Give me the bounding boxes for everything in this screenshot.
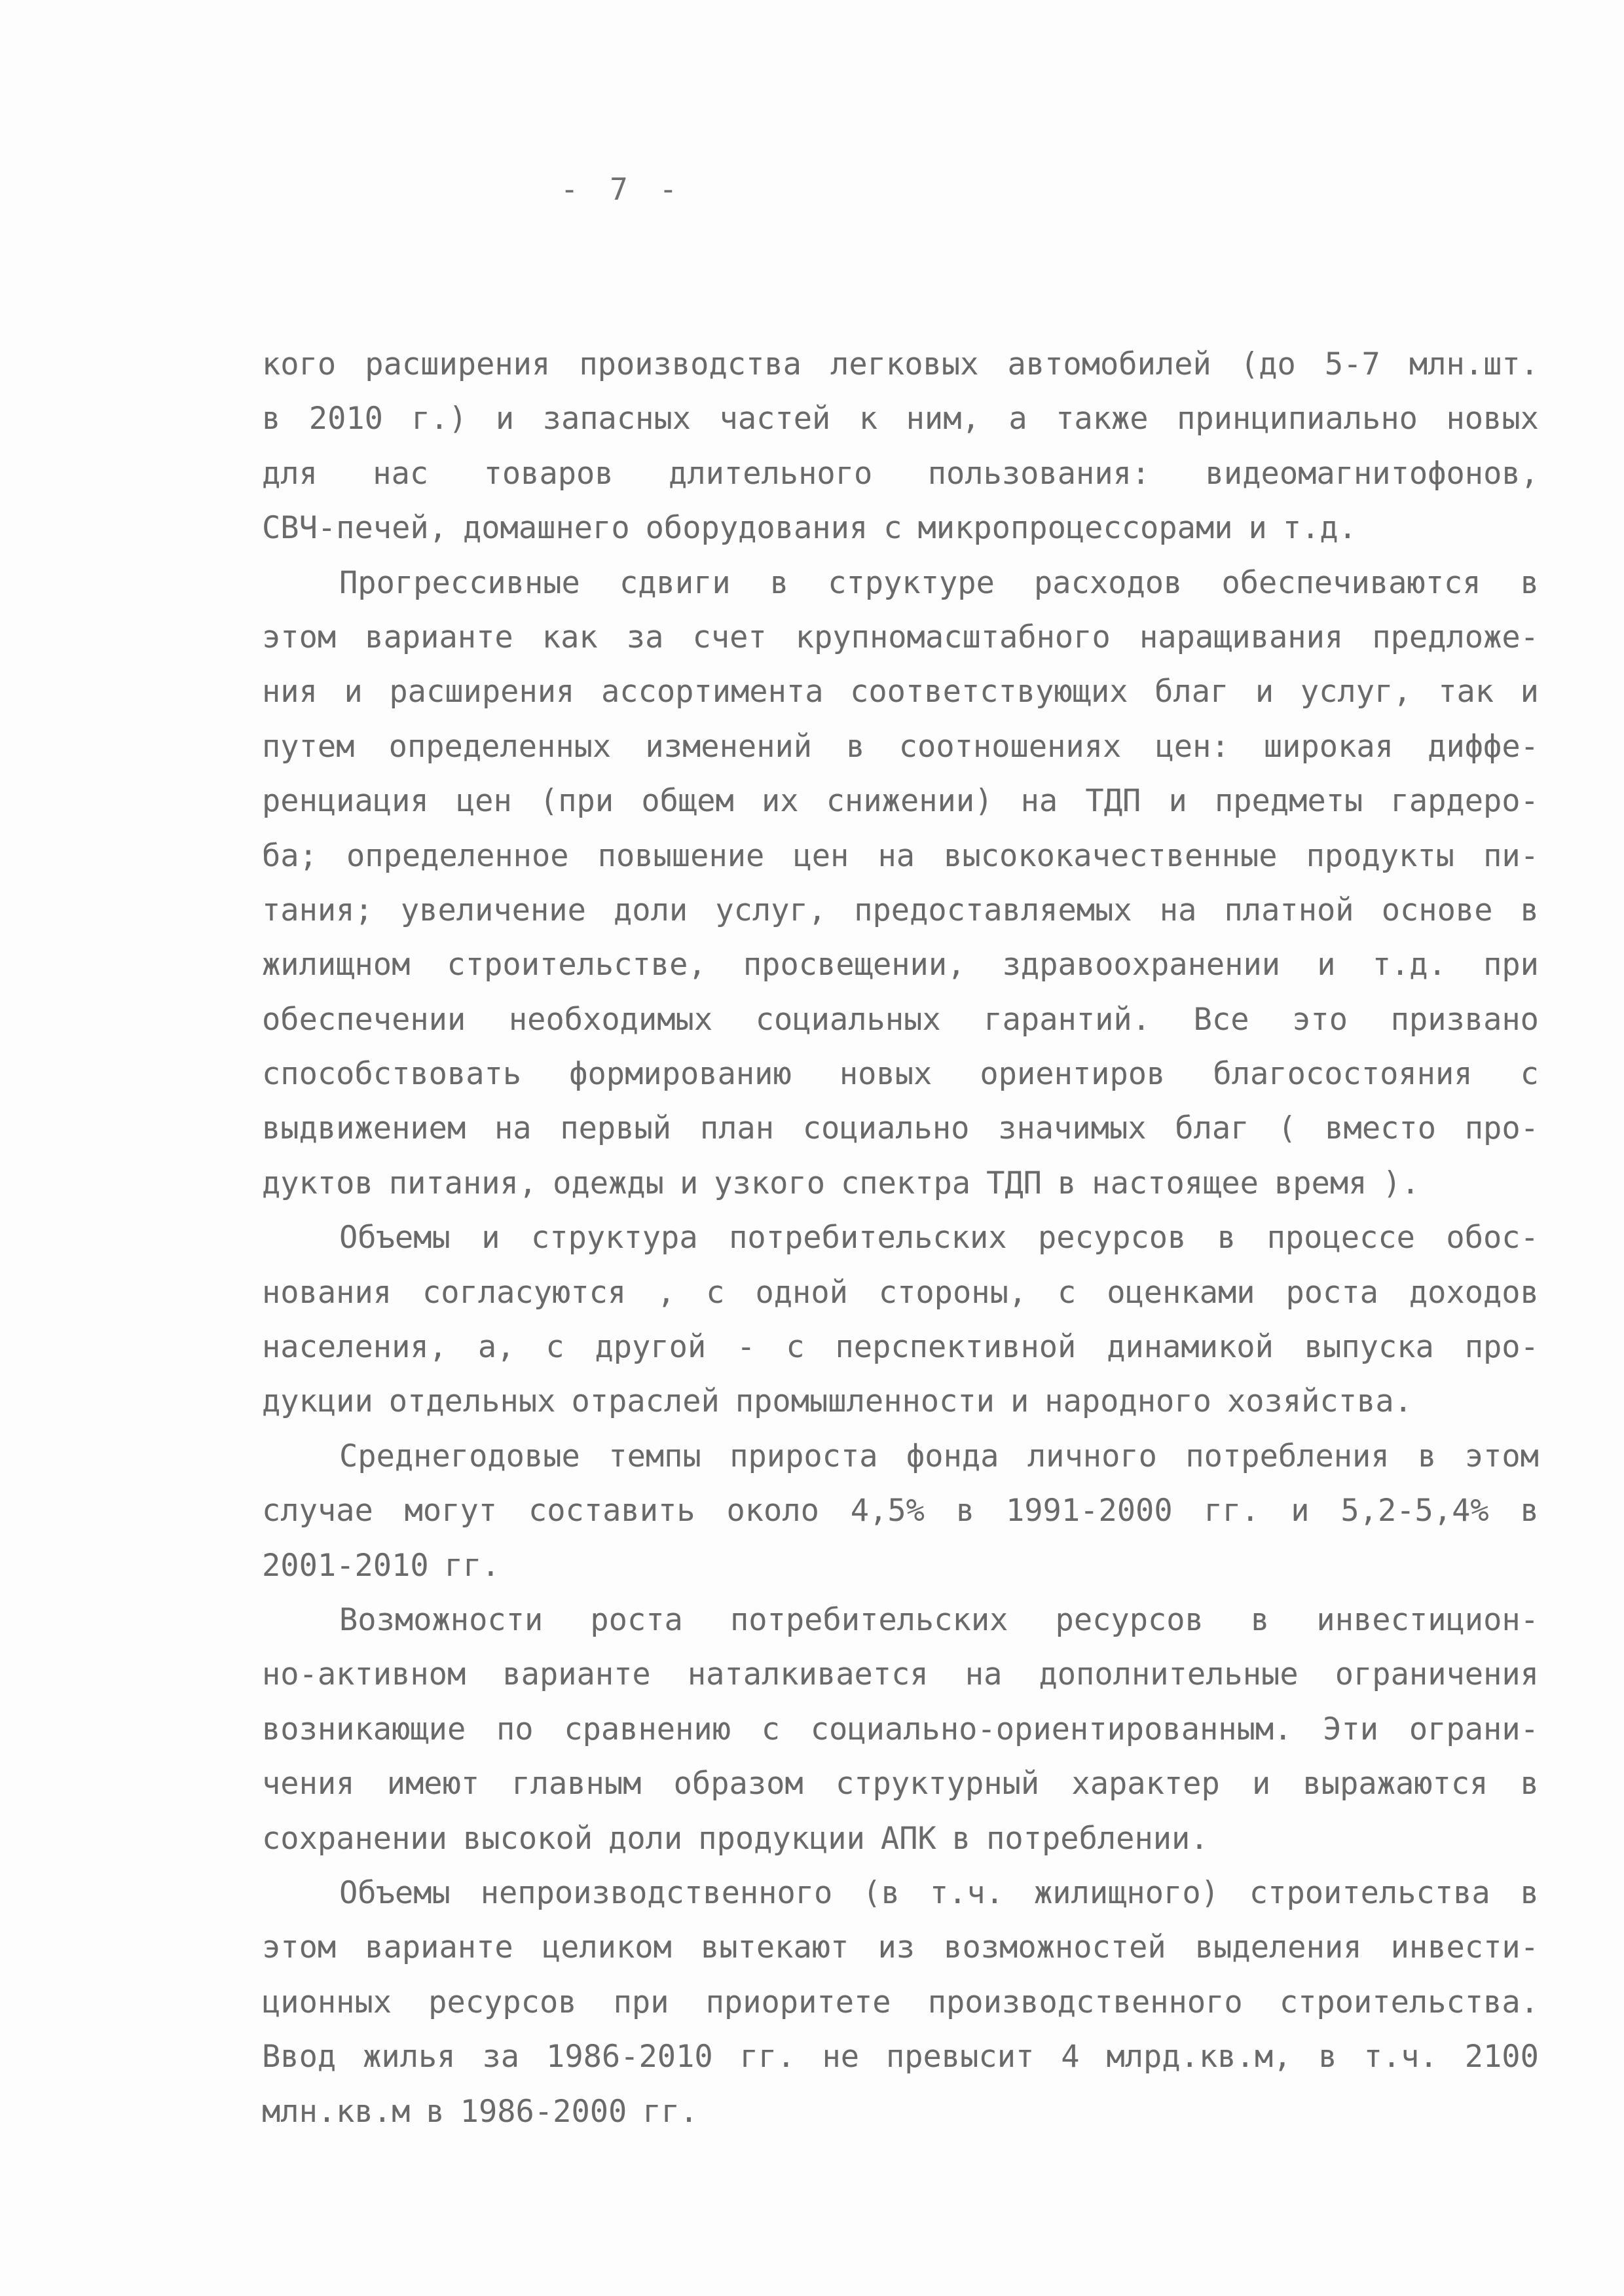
word: ). [1382,1165,1420,1201]
word: ( [1278,1110,1297,1147]
word: варианте [365,619,513,655]
word: ресурсов [428,1984,577,2020]
text-line [262,1757,1539,1811]
word: целиком [542,1929,672,1966]
word: также [1056,401,1149,437]
word: жилищном [262,947,411,983]
word: согласуются [422,1274,627,1311]
word: в [262,401,281,437]
word: потребительских [729,1601,1008,1638]
text-line [262,1647,1539,1702]
text-line [262,392,1539,446]
word: АПК [880,1820,936,1857]
word: с [1520,1056,1539,1093]
word: гг. [1204,1493,1260,1529]
word: счет [692,619,767,655]
word: соотношениях [898,728,1122,765]
word: дуктов [262,1165,373,1201]
word: на [877,837,915,874]
word: определенное [346,837,569,874]
word: в [955,1493,975,1529]
word: с [883,510,902,547]
word: дополнительные [1039,1656,1299,1693]
word: новых [1446,401,1539,437]
word: т.д. [1282,510,1357,547]
word: населения, [262,1329,447,1366]
word: Эти [1323,1711,1379,1747]
text-line [262,883,1539,938]
word: на [1020,783,1058,820]
word: гг. [444,1547,500,1584]
word: крупномасштабного [795,619,1111,655]
word: диффе- [1428,728,1539,765]
text-line [262,829,1539,883]
word: в [1057,1165,1077,1201]
word: Ввод [262,2039,337,2075]
word: но-активном [262,1656,466,1693]
word: отдельных [388,1383,556,1420]
word: про- [1464,1110,1539,1147]
text-line [262,501,1539,555]
word: составить [528,1493,695,1529]
word: доли [608,1820,683,1857]
text-line [262,446,1539,501]
word: расширения [365,346,551,382]
word: время [1274,1165,1367,1201]
word: с [545,1329,564,1366]
word: народного [1044,1383,1211,1420]
word: снижении) [826,783,993,820]
text-line [262,1539,1539,1593]
word: кого [262,346,337,382]
word: цен: [1155,728,1230,765]
word: и [1010,1383,1029,1420]
word: одной [755,1274,848,1311]
word: изменений [645,728,813,765]
word: а [1008,401,1027,437]
word: и [1317,947,1336,983]
word: Прогрессивные [339,564,580,601]
word: платной [1224,892,1354,928]
word: ТДП [1085,783,1141,820]
word: не [822,2039,860,2075]
word: гг. [739,2039,796,2075]
word: роста [1285,1274,1378,1311]
word: и [1168,783,1187,820]
word: пользования: [927,455,1151,492]
body-text [262,337,1539,2139]
word: случае [262,1493,373,1529]
text-line [262,1866,1539,1920]
word: расширения [389,674,575,710]
word: хозяйства. [1227,1383,1412,1420]
word: и [1291,1493,1310,1529]
word: темпы [608,1438,701,1474]
word: социально [802,1110,970,1147]
word: обеспечении [262,1001,466,1038]
word: этом [1464,1438,1539,1474]
word: 1986-2010 [546,2039,713,2075]
word: т.ч. [929,1874,1005,1911]
word: настоящее [1092,1165,1259,1201]
word: продукции [698,1820,865,1857]
word: личного [1027,1438,1157,1474]
word: ограничения [1335,1656,1539,1693]
word: 5,2-5,4% [1340,1493,1489,1529]
word: пи- [1483,837,1539,874]
word: в [1318,2039,1337,2075]
word: , [657,1274,676,1311]
word: доходов [1409,1274,1539,1311]
word: (при [539,783,614,820]
text-line [262,1101,1539,1156]
word: призвано [1390,1001,1539,1038]
word: г.) [411,401,468,437]
word: в [1520,892,1539,928]
word: нас [373,455,429,492]
word: 2100 [1464,2039,1539,2075]
text-line [262,1047,1539,1101]
word: варианте [365,1929,513,1966]
text-line [262,720,1539,774]
word: оборудования [645,510,868,547]
text-line [262,1266,1539,1320]
word: структура [530,1220,698,1256]
text-line [262,2030,1539,2084]
word: в [426,2093,445,2130]
word: строительства [1249,1874,1490,1911]
word: по [496,1711,534,1747]
word: гардеро- [1390,783,1539,820]
word: главным [511,1766,642,1802]
word: в [1217,1220,1236,1256]
word: легковых [830,346,979,382]
word: при [613,1984,669,2020]
word: в [1520,1493,1539,1529]
word: возникающие [262,1711,466,1747]
word: потребления [1185,1438,1390,1474]
word: значимых [998,1110,1147,1147]
word: и [679,1165,699,1201]
word: с [786,1329,805,1366]
word: питания, [388,1165,538,1201]
word: стороны, [878,1274,1027,1311]
text-line [262,1975,1539,2030]
word: млн.шт. [1409,346,1539,382]
word: гг. [642,2093,699,2130]
text-line [262,1374,1539,1429]
text-line [262,993,1539,1047]
word: производственного [927,1984,1243,2020]
word: соответствующих [850,674,1128,710]
word: СВЧ-печей, [262,510,447,547]
word: автомобилей [1007,346,1211,382]
word: спектра [841,1165,971,1201]
word: могут [404,1493,498,1529]
word: и [481,1220,500,1256]
word: запасных [542,401,692,437]
word: доли [614,892,688,928]
word: социально-ориентированным. [810,1711,1293,1747]
word: просвещении, [743,947,966,983]
word: увеличение [400,892,586,928]
word: высококачественные [944,837,1278,874]
page-number: - 7 - [560,172,684,207]
word: план [699,1110,775,1147]
word: в [1251,1601,1270,1638]
word: предложе- [1372,619,1539,655]
word: характер [1071,1766,1220,1802]
word: услуг, [715,892,827,928]
word: ассортимента [600,674,824,710]
word: выпуска [1304,1329,1434,1366]
word: млрд.кв.м, [1106,2039,1292,2075]
word: непроизводственного [480,1874,833,1911]
word: ограни- [1409,1711,1539,1747]
text-line [262,2085,1539,2139]
word: (в [862,1874,900,1911]
word: социальных [755,1001,941,1038]
word: наращивания [1139,619,1344,655]
word: повышение [597,837,765,874]
word: ресурсов [1055,1601,1204,1638]
word: структуре [828,564,995,601]
word: инвести- [1390,1929,1539,1966]
word: длительного [669,455,873,492]
word: и [1255,674,1274,710]
word: этом [262,1929,337,1966]
word: 4 [1061,2039,1080,2075]
text-line [262,556,1539,610]
word: сдвиги [619,564,731,601]
word: ба; [262,837,318,874]
word: путем [262,728,355,765]
word: роста [590,1601,683,1638]
word: ним, [906,401,980,437]
word: про- [1464,1329,1539,1366]
word: в [1520,1874,1539,1911]
word: в [951,1820,971,1857]
word: около [726,1493,819,1529]
word: Объемы [339,1874,451,1911]
word: домашнего [462,510,630,547]
word: строительстве, [447,947,707,983]
word: и [1251,1766,1271,1802]
word: на [1159,892,1197,928]
text-line [262,1812,1539,1866]
word: фонда [906,1438,999,1474]
word: как [542,619,598,655]
word: потреблении. [986,1820,1209,1857]
word: товаров [483,455,614,492]
word: цен [793,837,849,874]
word: процессе [1266,1220,1415,1256]
text-line [262,938,1539,992]
word: расходов [1033,564,1183,601]
word: в [769,564,789,601]
word: цен [456,783,512,820]
word: выдвижением [262,1110,466,1147]
word: прироста [729,1438,878,1474]
word: - [737,1329,756,1366]
word: т.ч. [1363,2039,1438,2075]
word: отраслей [571,1383,720,1420]
word: так [1438,674,1494,710]
word: в [1418,1438,1437,1474]
word: предметы [1214,783,1363,820]
word: жилья [363,2039,456,2075]
word: к [858,401,878,437]
word: при [1483,947,1539,983]
word: узкого [714,1165,826,1201]
word: тания; [262,892,373,928]
word: благосостояния [1213,1056,1473,1093]
word: в [846,728,865,765]
word: 2010 [308,401,383,437]
word: за [482,2039,520,2075]
word: инвестицион- [1316,1601,1539,1638]
word: формированию [569,1056,792,1093]
text-line [262,1920,1539,1975]
word: с [706,1274,725,1311]
word: сохранении [262,1820,447,1857]
word: из [877,1929,915,1966]
word: сравнению [564,1711,731,1747]
word: ренциация [262,783,429,820]
word: и [344,674,363,710]
word: млн.кв.м [262,2093,411,2130]
word: одежды [553,1165,664,1201]
word: и [1520,674,1539,710]
word: Возможности [339,1601,544,1638]
text-line [262,610,1539,665]
word: промышленности [735,1383,995,1420]
word: продукты [1306,837,1454,874]
word: превысит [885,2039,1035,2075]
word: ционных [262,1984,392,2020]
word: 1991-2000 [1005,1493,1173,1529]
word: широкая [1263,728,1393,765]
word: (до [1240,346,1296,382]
word: высокой [462,1820,593,1857]
word: этом [262,619,337,655]
text-line [262,1484,1539,1538]
word: первый [560,1110,672,1147]
word: нования [262,1274,392,1311]
word: за [626,619,664,655]
word: приоритете [705,1984,891,2020]
text-line [262,1593,1539,1647]
word: варианте [502,1656,651,1693]
text-line [262,1702,1539,1757]
word: для [262,455,318,492]
word: способствовать [262,1056,522,1093]
word: предоставляемых [854,892,1132,928]
word: в [1520,564,1539,601]
word: здравоохранении [1002,947,1281,983]
text-line [262,774,1539,828]
word: вытекают [700,1929,849,1966]
text-line [262,1320,1539,1374]
word: ресурсов [1038,1220,1187,1256]
word: их [761,783,799,820]
word: общем [641,783,734,820]
word: структурный [835,1766,1040,1802]
word: и [1248,510,1267,547]
word: ориентиров [980,1056,1166,1093]
word: гарантий. [984,1001,1151,1038]
word: наталкивается [687,1656,929,1693]
word: видеомагнитофонов, [1205,455,1539,492]
word: Все [1193,1001,1249,1038]
word: необходимых [508,1001,713,1038]
word: в [1520,1766,1539,1802]
word: жилищного) [1033,1874,1219,1911]
word: выделения [1194,1929,1362,1966]
word: основе [1381,892,1493,928]
word: это [1292,1001,1348,1038]
text-line [262,1211,1539,1265]
word: возможностей [944,1929,1166,1966]
word: чения [262,1766,355,1802]
word: обос- [1446,1220,1539,1256]
word: 5-7 [1324,346,1380,382]
word: благ [1154,674,1229,710]
word: строительства. [1279,1984,1539,2020]
word: перспективной [835,1329,1077,1366]
word: потребительских [729,1220,1007,1256]
word: Объемы [339,1220,451,1256]
word: ТДП [986,1165,1042,1201]
word: с [761,1711,781,1747]
word: и [495,401,515,437]
word: вместо [1325,1110,1437,1147]
word: на [494,1110,532,1147]
word: обеспечиваются [1221,564,1481,601]
word: определенных [388,728,612,765]
word: образом [673,1766,803,1802]
word: производства [579,346,802,382]
text-line [262,337,1539,392]
word: 2001-2010 [262,1547,429,1584]
text-line [262,1156,1539,1211]
word: новых [839,1056,932,1093]
word: микропроцессорами [917,510,1233,547]
word: с [1058,1274,1077,1311]
word: 4,5% [850,1493,925,1529]
word: а, [477,1329,515,1366]
word: 1986-2000 [460,2093,627,2130]
word: ния [262,674,318,710]
word: динамикой [1107,1329,1274,1366]
word: другой [595,1329,707,1366]
word: частей [719,401,831,437]
word: благ [1175,1110,1249,1147]
word: т.д. [1372,947,1447,983]
word: Среднегодовые [339,1438,580,1474]
word: принципиально [1177,401,1418,437]
word: оценками [1107,1274,1255,1311]
word: услуг, [1300,674,1412,710]
text-line [262,665,1539,719]
word: имеют [386,1766,480,1802]
word: на [965,1656,1003,1693]
word: дукции [262,1383,373,1420]
text-line [262,1429,1539,1484]
word: выражаются [1302,1766,1488,1802]
